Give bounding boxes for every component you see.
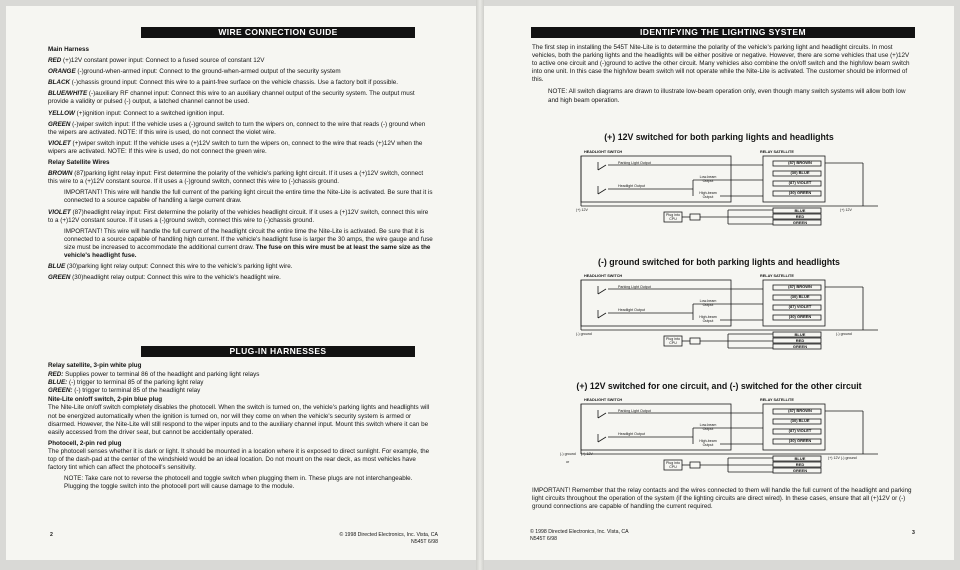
main-harness-section: [48, 44, 434, 285]
wire-desc: (+)wiper switch input: If the vehicle uses a (+)12V switch to turn the wipers on, connect to the wire that reads (+)12V when the wipers are activated. NOTE: If this wire is used, do not connect the green wire.: [48, 139, 423, 155]
plug-green-line: [48, 387, 434, 395]
important-paragraph: IMPORTANT! Remember that the relay contacts and the wires connected to them will handle the full current of the headlight and parking light circuits throughout the operation of the system (if the lighting circuits are direct wired). In these cases, ensure that all (+)12V or (-) ground connections are capable of handling the current required.: [532, 487, 912, 511]
switch-plug-text: The Nite-Lite on/off switch completely disables the photocell. When the switch is turned on, the vehicle's parking lights and headlights will not be energized automatically when the ignition is turned on, nor will they come on when the vehicle's security system is armed or disarmed. However, the Nite-Lite will still respond to the wiper inputs and to the auxiliary channel input. Mount this switch where it can be easily accessed from the driver seat, but cannot be accidentally operated.: [48, 404, 430, 436]
low-beam-label: Low-beam Output: [699, 175, 717, 183]
photocell-heading: Photocell, 2-pin red plug: [48, 439, 122, 447]
relay-plug-heading: Relay satellite, 3-pin white plug: [48, 362, 142, 369]
high-beam-label: High-beam Output: [699, 315, 717, 323]
relay-satellite-label: RELAY SATELLITE: [760, 150, 794, 154]
wire-name: GREEN: [48, 120, 71, 128]
plug-cpu-label: Plug into CPU: [666, 213, 680, 221]
wire-name: GREEN:: [48, 387, 73, 395]
switch-plug-heading: Nite-Lite on/off switch, 2-pin blue plug: [48, 396, 163, 404]
left-supply-label: (-) ground: [576, 332, 592, 336]
intro-section: [532, 44, 916, 108]
important-bold-text: The fuse on this wire must be at least the same size as the vehicle's headlight fuse.: [64, 243, 431, 259]
high-beam-label: High-beam Output: [699, 191, 717, 199]
important-note-violet: [48, 228, 434, 260]
low-beam-label: Low-beam Output: [699, 423, 717, 431]
wiring-diagram: [578, 270, 878, 354]
wire-name: ORANGE: [48, 68, 76, 76]
wire-name: BLUE:: [48, 379, 68, 387]
headlight-switch-label: HEADLIGHT SWITCH: [584, 274, 623, 278]
wire-desc: (+)ignition input: Connect to a switched ignition input.: [74, 109, 225, 117]
plugin-section: [48, 362, 434, 494]
wire-desc: (-) trigger to terminal 85 of the parking light relay: [67, 379, 204, 387]
relay-wire-violet: (87) VIOLET: [788, 428, 812, 433]
wire-orange-entry: [48, 68, 434, 76]
parking-light-output-label: Parking Light Output: [618, 409, 651, 413]
relay-wire-brown: (87) BROWN: [788, 408, 812, 413]
diagram-title: (+) 12V switched for both parking lights and headlights: [604, 132, 834, 142]
copyright-text: © 1998 Directed Electronics, Inc. Vista, CA: [339, 532, 438, 538]
headlight-output-label: Headlight Output: [618, 184, 645, 188]
relay-satellite-label: RELAY SATELLITE: [760, 274, 794, 278]
diagram-title: (+) 12V switched for one circuit, and (-) switched for the other circuit: [576, 381, 862, 391]
plugin-note: NOTE: Take care not to reverse the photocell and toggle switch when plugging them in. These plugs are not interchangeable. Plugging the toggle switch into the photocell port will cause damage to the module.: [64, 475, 413, 491]
plug-red-line: [48, 371, 434, 379]
plug-wire-red: RED: [795, 214, 805, 219]
page-gutter: [476, 0, 484, 570]
headlight-output-label: Headlight Output: [618, 308, 645, 312]
wire-bluewhite-entry: [48, 90, 434, 106]
relay-green-entry: [48, 274, 434, 282]
wire-desc: Supplies power to terminal 86 of the headlight and parking light relays: [63, 371, 260, 379]
relay-wire-green: (30) GREEN: [788, 314, 812, 319]
relay-wire-blue: (30) BLUE: [790, 294, 810, 299]
wire-name: BLUE: [48, 263, 66, 271]
switch-diagram-note: NOTE: All switch diagrams are drawn to illustrate low-beam operation only, even though many switch systems will allow both low and high beam operation.: [548, 88, 906, 104]
wiring-diagram-art: [578, 146, 878, 230]
relay-satellite-label: RELAY SATELLITE: [760, 398, 794, 402]
wire-name: BROWN: [48, 170, 73, 178]
diagram-title: (-) ground switched for both parking lights and headlights: [598, 257, 840, 267]
wiring-diagram-art: [578, 394, 878, 478]
relay-wire-green: (30) GREEN: [788, 438, 812, 443]
headlight-switch-label: HEADLIGHT SWITCH: [584, 398, 623, 402]
plug-wire-blue: BLUE: [794, 332, 806, 337]
relay-wire-violet: (87) VIOLET: [788, 304, 812, 309]
plug-cpu-label: Plug into CPU: [666, 337, 680, 345]
lighting-system-title: IDENTIFYING THE LIGHTING SYSTEM: [531, 27, 915, 38]
important-section: [532, 487, 916, 514]
wire-desc: (87)parking light relay input: First determine the polarity of the vehicle's parking light circuit. If it uses a (+)12V switch, connect this wire to a (+)12V constant source. If it uses a (-)ground switch, connect this wire to (-)chassis ground.: [48, 170, 424, 186]
wire-desc: (87)headlight relay input: First determine the polarity of the vehicles headlight circuit. If it uses a (+)12V switch, connect this wire to a (+)12V constant source. If it uses a (-)ground switch, connect this wire to (-)chassis ground.: [48, 208, 429, 224]
intro-paragraph: The first step in installing the 545T Nite-Lite is to determine the polarity of the vehicle's parking light and headlight circuits. In most vehicles, both the parking lights and the headlights will be either positive or negative. However, there are some vehicles that use (+)12V to active one circuit and (-)ground to active the other circuit. Many vehicles also combine the on/off switch and the high/low beam switch into one unit. In this case the high/low beam switch will not operate while the Nite-Lite is activated. The customer should be informed of this.: [532, 44, 910, 84]
plug-cpu-label: Plug into CPU: [666, 461, 680, 469]
plug-wire-green: GREEN: [792, 220, 808, 225]
wire-black-entry: [48, 79, 434, 87]
plugin-harness-title: PLUG-IN HARNESSES: [141, 346, 415, 357]
left-supply-label: (-) ground: [560, 452, 576, 456]
relay-wire-blue: (30) BLUE: [790, 170, 810, 175]
relay-wire-brown: (87) BROWN: [788, 160, 812, 165]
wiring-diagram-art: [578, 270, 878, 354]
wire-violet-entry: [48, 140, 434, 156]
plug-blue-line: [48, 379, 434, 387]
page-number: 2: [50, 532, 53, 538]
headlight-output-label: Headlight Output: [618, 432, 645, 436]
left-page: [6, 6, 476, 560]
wire-name: YELLOW: [48, 109, 75, 117]
wire-desc: (-)chassis ground input: Connect this wire to a paint-free surface on the vehicle chassis. Use a factory bolt if possible.: [70, 79, 398, 87]
relay-wire-green: (30) GREEN: [788, 190, 812, 195]
relay-blue-entry: [48, 263, 434, 271]
wiring-diagram: [578, 146, 878, 230]
plug-wire-blue: BLUE: [794, 456, 806, 461]
wire-desc: (30)headlight relay output: Connect this wire to the vehicle's headlight wire.: [70, 274, 281, 282]
parking-light-output-label: Parking Light Output: [618, 285, 651, 289]
relay-wire-violet: (87) VIOLET: [788, 180, 812, 185]
wire-name: VIOLET: [48, 139, 71, 147]
wire-name: BLACK: [48, 79, 71, 87]
right-supply-label: (+) 12V (-) ground: [828, 456, 857, 460]
important-note-brown: IMPORTANT! This wire will handle the full current of the parking light circuit the entire time the Nite-Lite is activated. Be sure that it is connected to a source capable of handling a large current draw.: [64, 189, 433, 205]
main-harness-heading: Main Harness: [48, 46, 89, 53]
copyright-text: © 1998 Directed Electronics, Inc. Vista, CA: [530, 529, 629, 535]
wire-desc: (+)12V constant power input: Connect to a fused source of constant 12V: [61, 57, 265, 65]
left-supply-label: (+) 12V: [576, 208, 588, 212]
wire-red-entry: [48, 57, 434, 65]
wire-name: RED: [48, 57, 62, 65]
plug-wire-red: RED: [795, 338, 805, 343]
wire-name: VIOLET: [48, 208, 71, 216]
right-supply-label: (-) ground: [836, 332, 852, 336]
plug-wire-green: GREEN: [792, 344, 808, 349]
wire-yellow-entry: [48, 110, 434, 118]
wire-desc: (-)wiper switch input: If the vehicle uses a (-)ground switch to turn the wipers on, connect to the wire that reads (-) ground when the wipers are activated. NOTE: If this wire is used, do not connect the violet wire.: [48, 120, 426, 136]
wiring-diagram: [560, 394, 878, 478]
wire-desc: (-) trigger to terminal 85 of the headlight relay: [72, 387, 201, 395]
relay-violet-entry: [48, 209, 434, 225]
doc-code: N545T 6/98: [410, 538, 438, 545]
footer-copyright: [530, 529, 629, 542]
low-beam-label: Low-beam Output: [699, 299, 717, 307]
wire-desc: (30)parking light relay output: Connect this wire to the vehicle's parking light wire.: [65, 263, 293, 271]
left-supply-label-2: (+) 12V: [581, 452, 593, 456]
right-page: [484, 6, 954, 560]
relay-wire-blue: (30) BLUE: [790, 418, 810, 423]
right-supply-label: (+) 12V: [840, 208, 852, 212]
relay-brown-entry: [48, 170, 434, 186]
relay-satellite-heading: Relay Satellite Wires: [48, 159, 110, 167]
page-number: 3: [912, 530, 915, 536]
high-beam-label: High-beam Output: [699, 439, 717, 447]
important-text: IMPORTANT! This wire will handle the full current of the headlight circuit the entire time the Nite-Lite is activated. Be sure that it is connected to a source capable of handling high current. If the vehicle's headlight fuse is larger the 30 amps, the wire gauge and fuse size must be increased to accommodate the additional current draw.: [64, 227, 433, 251]
or-label: or: [566, 460, 570, 464]
plug-wire-blue: BLUE: [794, 208, 806, 213]
plug-wire-green: GREEN: [792, 468, 808, 473]
relay-wire-brown: (87) BROWN: [788, 284, 812, 289]
wire-name: RED:: [48, 371, 64, 379]
wire-name: BLUE/WHITE: [48, 90, 88, 98]
parking-light-output-label: Parking Light Output: [618, 161, 651, 165]
wire-desc: (-)ground-when-armed input: Connect to the ground-when-armed output of the security system: [75, 68, 341, 76]
wire-green-entry: [48, 121, 434, 137]
doc-code: N545T 6/98: [530, 535, 558, 542]
headlight-switch-label: HEADLIGHT SWITCH: [584, 150, 623, 154]
wire-name: GREEN: [48, 274, 71, 282]
plug-wire-red: RED: [795, 462, 805, 467]
wire-guide-title: WIRE CONNECTION GUIDE: [141, 27, 415, 38]
wire-desc: (-)auxiliary RF channel input: Connect this wire to an auxiliary channel output of the security system. The output must provide a validity or pulsed (-) output, a latched channel cannot be used.: [48, 90, 415, 106]
photocell-text: The photocell senses whether it is dark or light. It should be mounted in a location where it is exposed to direct sunlight. For example, the top of the dash-pad at the center of the windshield would be an ideal location. Do not mount on the rear deck, as most vehicles have factory tint which can affect the photocell's sensitivity.: [48, 447, 430, 472]
footer-copyright: [328, 532, 438, 545]
